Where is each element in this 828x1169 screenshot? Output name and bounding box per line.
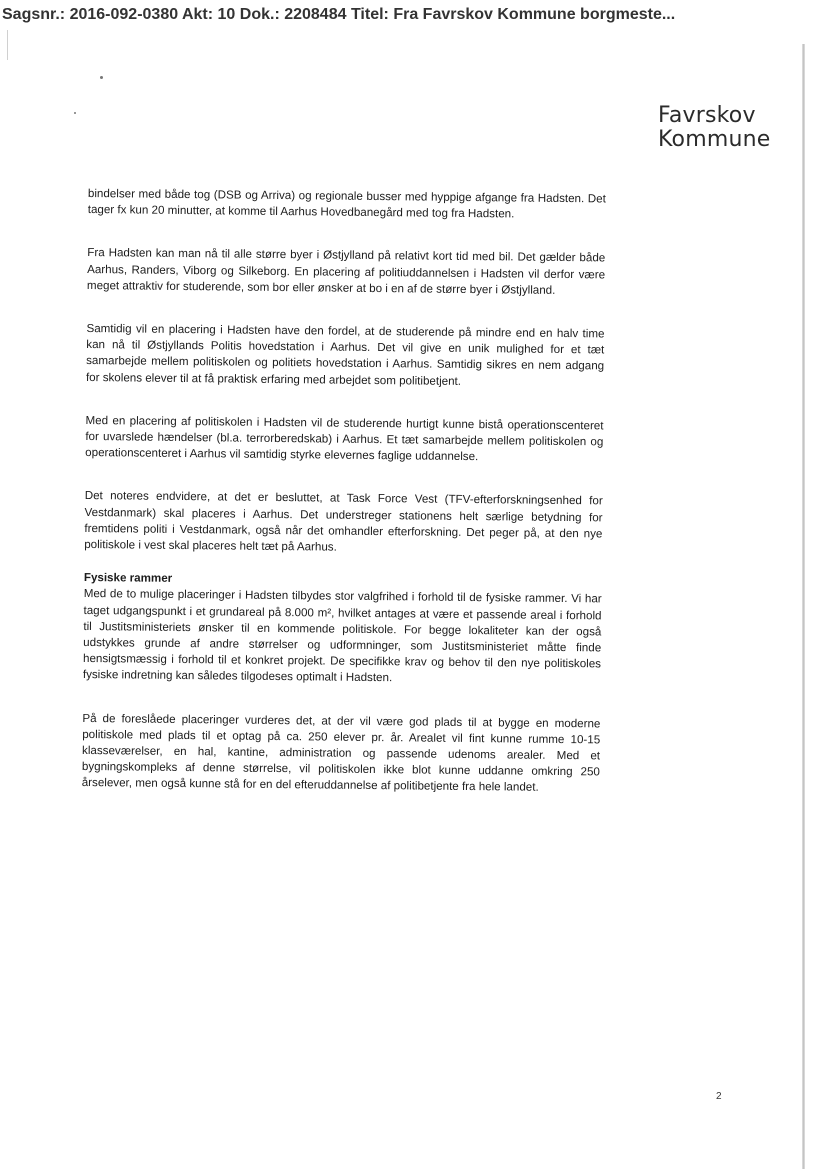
paragraph: Med en placering af politiskolen i Hadsten vil de studerende hurtigt kunne bistå operationscenteret for uvarslede hændelser (bl.a. terrorberedskab) i Aarhus. Et tæt samarbejde mellem politiskolen og operationscenteret i Aarhus vil samtidig styrke elevernes faglige uddannelse. xyxy=(85,413,604,464)
paragraph: Fra Hadsten kan man nå til alle større byer i Østjylland på relativt kort tid med bil. Det gælder både Aarhus, Randers, Viborg og Silkeborg. En placering af politiuddannelsen i Hadsten vil derfor være meget attraktiv for studerende, som bor eller ønsker at bo i en af de større byer i Østjylland. xyxy=(86,246,606,297)
paragraph: bindelser med både tog (DSB og Arriva) og regionale busser med hyppige afgange fra Hadsten. Det tager fx kun 20 minutter, at komme til Aarhus Hovedbanegård med tog fra Hadsten. xyxy=(87,186,606,221)
logo-line-1: Favrskov xyxy=(658,103,756,128)
paragraph: Med de to mulige placeringer i Hadsten tilbydes stor valgfrihed i forhold til de fysiske rammer. Vi har taget udgangspunkt i et grundareal på 8.000 m², hvilket antages at være et passende areal i forhold til Justitsministeriets ønsker til en kommende politiskole. For begge lokaliteter kan der også udstykkes grunde af andre størrelser og udformninger, som Justitsministeriet måtte finde hensigtsmæssig i forhold til et konkret projekt. De specifikke krav og behov til den nye politiskoles fysiske indretning kan således tilgodeses optimalt i Hadsten. xyxy=(82,587,602,685)
paragraph: Samtidig vil en placering i Hadsten have den fordel, at de studerende på mindre end en halv time kan nå til Østjyllands Politis hovedstation i Aarhus. Det vil give en unik mulighed for et tæt samarbejde mellem politiskolen og politiets hovedstation i Aarhus. Samtidig sikres en nem adgang for skolens elever til at få praktisk erfaring med arbejdet som politibetjent. xyxy=(85,322,605,388)
scan-speck xyxy=(100,76,103,79)
letter-body xyxy=(81,186,606,824)
scan-edge-right xyxy=(802,44,805,1169)
paragraph: På de foreslåede placeringer vurderes det, at der vil være god plads til at bygge en moderne politiskole med plads til et optag på ca. 250 elever pr. år. Arealet vil fint kunne rumme 10-15 klasseværelser, en hal, kantine, administration og passende udenoms arealer. Med et bygningskompleks af denne størrelse, vil politiskolen ikke blot kunne uddanne omkring 250 årselever, men også kunne stå for en del efteruddannelse af politibetjente fra hele landet. xyxy=(81,711,601,795)
favrskov-logo xyxy=(658,104,798,152)
section-heading: Fysiske rammer xyxy=(83,571,173,586)
paragraph: Det noteres endvidere, at det er besluttet, at Task Force Vest (TFV-efterforskningsenhed for Vestdanmark) skal placeres i Aarhus. Det understreger stationens helt særlige betydning for fremtidens politi i Vestdanmark, også når det omhandler efterforskning. Det peger på, at den nye politiskole i vest skal placeres helt tæt på Aarhus. xyxy=(84,489,603,554)
scan-edge-left xyxy=(7,30,8,60)
page-number: 2 xyxy=(716,1091,722,1102)
logo-line-2: Kommune xyxy=(658,127,771,152)
document-header-title: Sagsnr.: 2016-092-0380 Akt: 10 Dok.: 2208484 Titel: Fra Favrskov Kommune borgmeste... xyxy=(2,6,676,23)
scan-speck xyxy=(74,112,76,114)
